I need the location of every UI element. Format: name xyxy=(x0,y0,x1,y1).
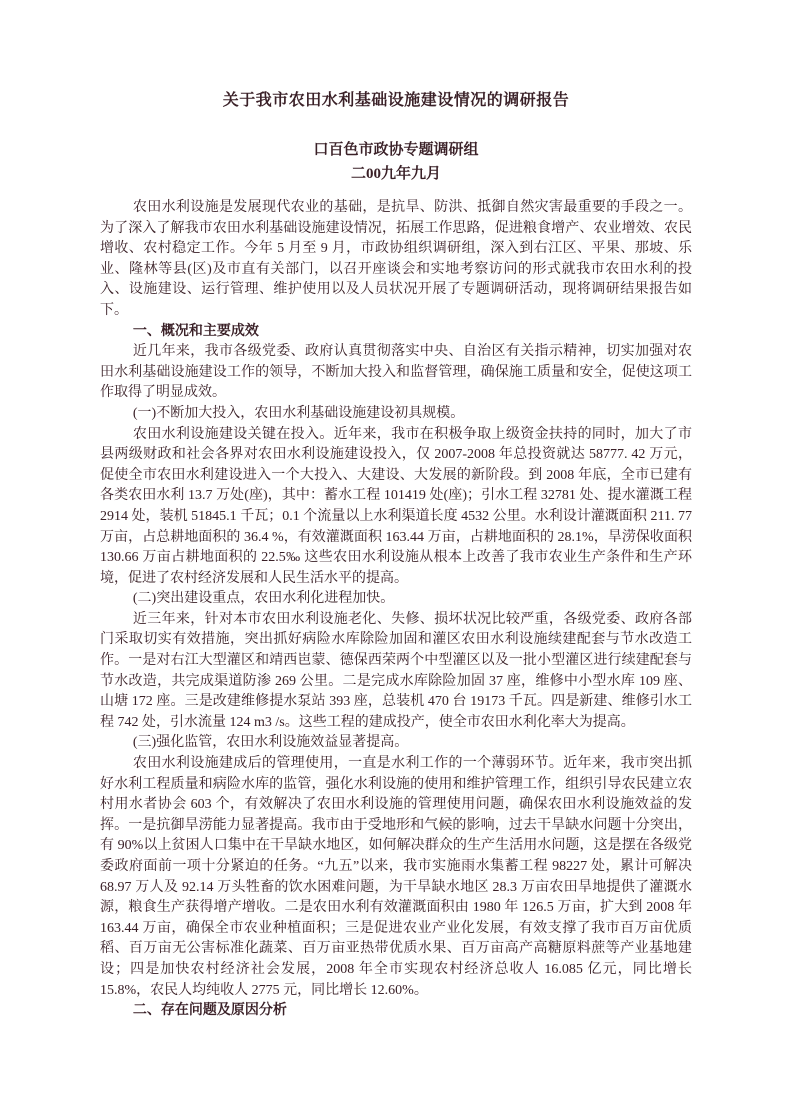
paragraph-investment: 农田水利设施建设关键在投入。近年来，我市在积极争取上级资金扶持的同时，加大了市县两级财政和社会各界对农田水利设施建设投入，仅 2007-2008 年总投资就达 58777. 42 万元，促使全市农田水利建设进入一个大投入、大建设、大发展的新阶段。到 2008 年底，全市已建有各类农田水利 13.7 万处(座)，其中：蓄水工程 101419 处(座)；引水工程 32781 处、提水灌溉工程 2914 处，装机 51845.1 千瓦；0.1 个流量以上水利渠道长度 4532 公里。水利设计灌溉面积 211. 77 万亩，占总耕地面积的 36.4 %，有效灌溉面积 163.44 万亩，占耕地面积的 28.1%，旱涝保收面积 130.66 万亩占耕地面积的 22.5‰ 这些农田水利设施从根本上改善了我市农业生产条件和生产环境，促进了农村经济发展和人民生活水平的提高。 xyxy=(100,426,692,586)
subsection-heading-1: (一)不断加大投入，农田水利基础设施建设初具规模。 xyxy=(132,405,465,421)
document-content xyxy=(100,0,692,1022)
doc-byline: 口百色市政协专题调研组 xyxy=(313,142,479,158)
subsection-heading-3: (三)强化监管，农田水利设施效益显著提高。 xyxy=(132,735,409,751)
subsection-heading-2: (二)突出建设重点，农田水利化进程加快。 xyxy=(132,591,395,607)
doc-body xyxy=(100,198,692,1022)
section-heading-2: 二、存在问题及原因分析 xyxy=(132,1003,287,1019)
paragraph-overview: 近几年来，我市各级党委、政府认真贯彻落实中央、自治区有关指示精神，切实加强对农田水利基础设施建设工作的领导，不断加大投入和监督管理，确保施工质量和安全，促使这项工作取得了明显成效。 xyxy=(100,344,692,401)
paragraph-management: 农田水利设施建成后的管理使用，一直是水利工作的一个薄弱环节。近年来，我市突出抓好水利工程质量和病险水库的监管，强化水利设施的使用和维护管理工作，组织引导农民建立农村用水者协会 603 个，有效解决了农田水利设施的管理使用问题，确保农田水利设施效益的发挥。一是抗御旱涝能力显著提高。我市由于受地形和气候的影响，过去干旱缺水问题十分突出，有 90%以上贫困人口集中在干旱缺水地区，如何解决群众的生产生活用水问题，这是摆在各级党委政府面前一项十分紧迫的任务。“九五”以来，我市实施雨水集蓄工程 98227 处，累计可解决 68.97 万人及 92.14 万头牲畜的饮水困难问题，为干旱缺水地区 28.3 万亩农田旱地提供了灌溉水源，粮食生产获得增产增收。二是农田水利有效灌溉面积由 1980 年 126.5 万亩，扩大到 2008 年 163.44 万亩，确保全市农业种植面积；三是促进农业产业化发展，有效支撑了我市百万亩优质稻、百万亩无公害标准化蔬菜、百万亩亚热带优质水果、百万亩高产高糖原料蔗等产业基地建设；四是加快农村经济社会发展，2008 年全市实现农村经济总收人 16.085 亿元，同比增长 15.8%，农民人均纯收人 2775 元，同比增长 12.60%。 xyxy=(100,756,692,998)
paragraph-intro: 农田水利设施是发展现代农业的基础，是抗旱、防洪、抵御自然灾害最重要的手段之一。为了深入了解我市农田水利基础设施建设情况，拓展工作思路，促进粮食增产、农业增效、农民增收、农村稳定工作。今年 5 月至 9 月，市政协组织调研组，深入到右江区、平果、那坡、乐业、隆林等县(区)及市直有关部门，以召开座谈会和实地考察访问的形式就我市农田水利的投入、设施建设、运行管理、维护使用以及人员状况开展了专题调研活动，现将调研结果报告如下。 xyxy=(100,200,692,318)
doc-dateline: 二00九年九月 xyxy=(350,166,441,182)
doc-title: 关于我市农田水利基础设施建设情况的调研报告 xyxy=(222,92,570,109)
paragraph-construction: 近三年来，针对本市农田水利设施老化、失修、损坏状况比较严重，各级党委、政府各部门采取切实有效措施，突出抓好病险水库除险加固和灌区农田水利设施续建配套与节水改造工作。一是对右江大型灌区和靖西岜蒙、德保西荣两个中型灌区以及一批小型灌区进行续建配套与节水改造，共完成渠道防渗 269 公里。二是完成水库除险加固 37 座，维修中小型水库 109 座、山塘 172 座。三是改建维修提水泵站 393 座，总装机 470 台 19173 千瓦。四是新建、维修引水工程 742 处，引水流量 124 m3 /s。这些工程的建成投产，使全市农田水利化率大为提高。 xyxy=(100,611,692,730)
section-heading-1: 一、概况和主要成效 xyxy=(132,323,259,339)
